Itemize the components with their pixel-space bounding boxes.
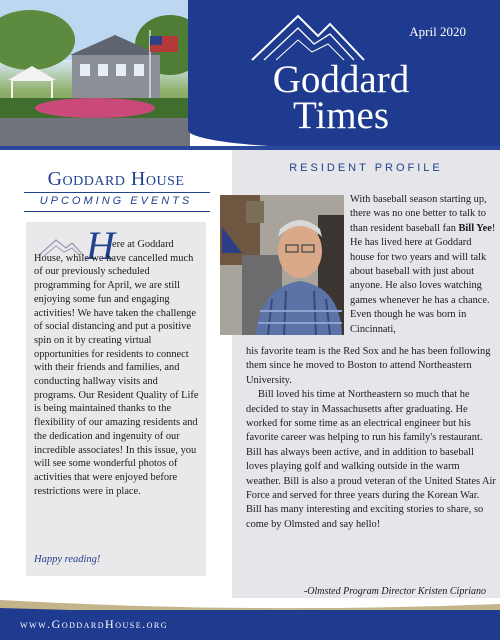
drop-cap: H xyxy=(86,223,115,268)
profile-paragraph-2 xyxy=(246,345,496,532)
heading-rule-top xyxy=(24,192,210,193)
resident-portrait xyxy=(220,195,344,335)
house-name-heading: Goddard House xyxy=(47,168,185,190)
resident-profile-label: RESIDENT PROFILE xyxy=(289,162,443,174)
sign-off: Happy reading! xyxy=(34,554,101,565)
events-intro-line: ere at Goddard xyxy=(112,239,174,250)
website-link[interactable]: www.GoddardHouse.org xyxy=(20,617,168,631)
profile-paragraph-1 xyxy=(350,193,496,337)
profile-lead-text: With baseball season starting up, there was no one better to talk to than resident baseball fan xyxy=(350,194,487,234)
article-signature: -Olmsted Program Director Kristen Cipriano xyxy=(303,586,486,597)
newsletter-title-line2: Times xyxy=(292,94,390,137)
resident-photo-illustration xyxy=(220,195,344,335)
upcoming-events-label: UPCOMING EVENTS xyxy=(39,195,193,207)
goddard-house-photo xyxy=(0,0,190,148)
events-body: House, while we have cancelled much of our previously scheduled programming for April, we are still enjoying some fun and engaging activities! We have taken the challenge of social distancing and put a positive spin on it by creating virtual opportunities for residents to connect with their friends and families, and conducting hallway visits and programs. Our Resident Quality of Life is being maintained thanks to the flexibility of our amazing residents and the dedication and ingenuity of our incredible associates! In this issue, you will see some wonderful photos of activities that were enjoyed before restrictions were in place. xyxy=(34,252,199,497)
resident-name: Bill Yee xyxy=(458,222,492,234)
newsletter-title-line1: Goddard xyxy=(272,58,410,101)
profile-lead-rest: ! He has lived here at Goddard house for two years and will talk about baseball with just about anyone. He also loves watching games whenever he has a chance. Even though he was born in Cincinnati, xyxy=(350,222,496,335)
newsletter-header xyxy=(0,0,500,148)
profile-paragraph-1-continued: his favorite team is the Red Sox and he has been following them since he moved to Boston to attend Northeastern University. xyxy=(246,346,491,386)
profile-paragraph-2-text: Bill loved his time at Northeastern so much that he decided to stay in Massachusetts after graduating. He worked for some time as an electrical engineer but his favorite career was helping to run his family's restaurant. Bill has always been active, and in addition to baseball loves playing golf and walking outside in the warm weather. Bill is also a proud veteran of the United States Air Force and served for three years during the Korean War. Bill has many interesting and exciting stories to share, so come by Olmsted and say hello! xyxy=(246,389,496,530)
mountain-logo-icon xyxy=(248,8,368,64)
events-body-text xyxy=(34,238,200,498)
heading-rule-bottom xyxy=(24,211,210,212)
building-illustration xyxy=(0,0,190,148)
issue-date: April 2020 xyxy=(409,24,466,39)
